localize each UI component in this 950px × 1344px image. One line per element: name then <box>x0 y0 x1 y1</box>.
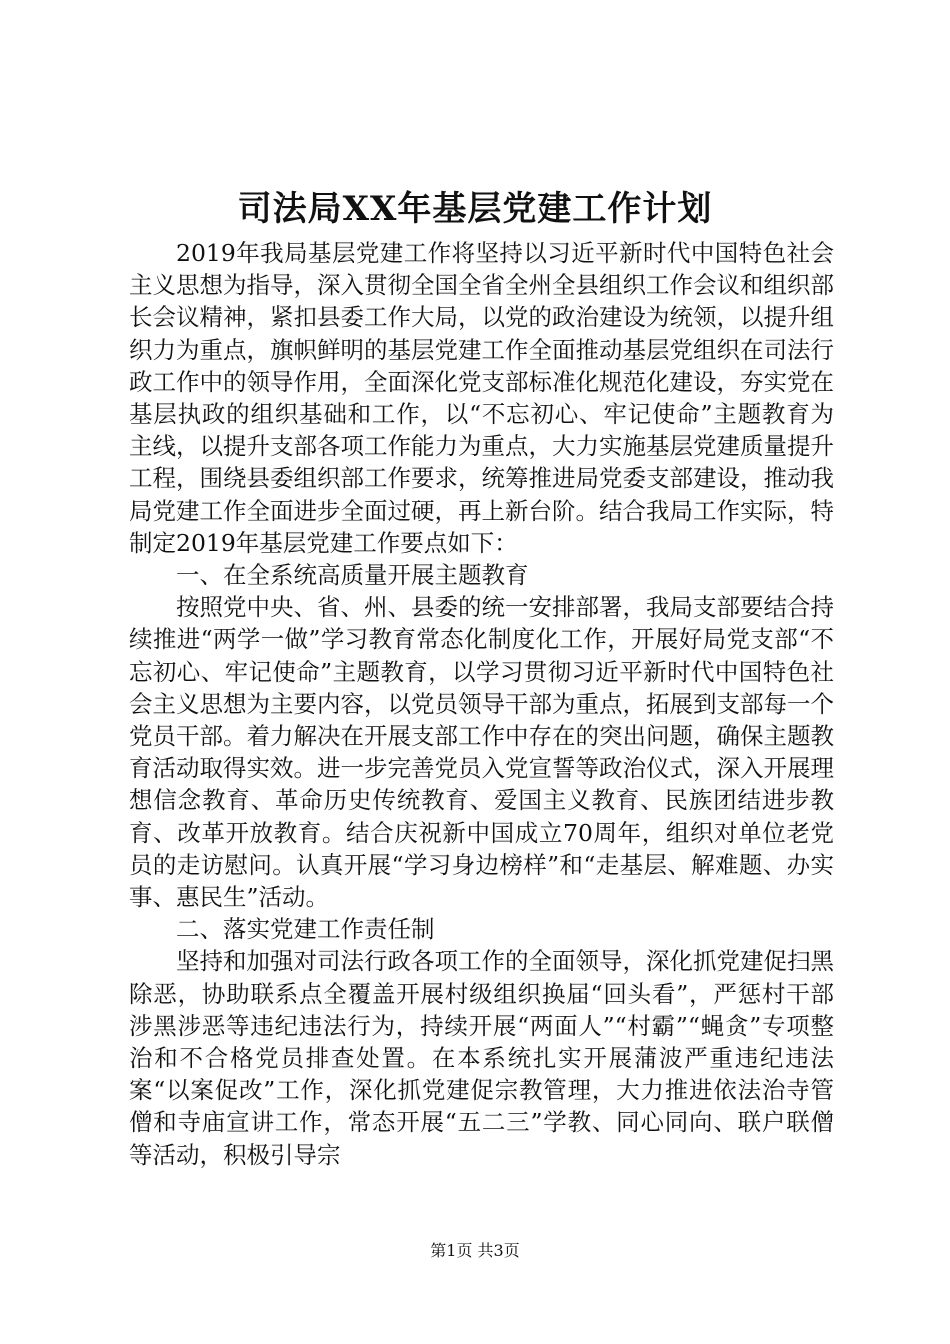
section-1-paragraph: 按照党中央、省、州、县委的统一安排部署，我局支部要结合持续推进“两学一做”学习教育常态化制度化工作，开展好局党支部“不忘初心、牢记使命”主题教育，以学习贯彻习近平新时代中国特色社会主义思想为主要内容，以党员领导干部为重点，拓展到支部每一个党员干部。着力解决在开展支部工作中存在的突出问题，确保主题教育活动取得实效。进一步完善党员入党宣誓等政治仪式，深入开展理想信念教育、革命历史传统教育、爱国主义教育、民族团结进步教育、改革开放教育。结合庆祝新中国成立70周年，组织对单位老党员的走访慰问。认真开展“学习身边榜样”和“走基层、解难题、办实事、惠民生”活动。 <box>129 593 834 912</box>
intro-paragraph: 2019年我局基层党建工作将坚持以习近平新时代中国特色社会主义思想为指导，深入贯彻全国全省全州全县组织工作会议和组织部长会议精神，紧扣县委工作大局，以党的政治建设为统领，以提升组织力为重点，旗帜鲜明的基层党建工作全面推动基层党组织在司法行政工作中的领导作用，全面深化党支部标准化规范化建设，夯实党在基层执政的组织基础和工作，以“不忘初心、牢记使命”主题教育为主线，以提升支部各项工作能力为重点，大力实施基层党建质量提升工程，围绕县委组织部工作要求，统筹推进局党委支部建设，推动我局党建工作全面进步全面过硬，再上新台阶。结合我局工作实际，特制定2019年基层党建工作要点如下： <box>129 239 834 557</box>
section-2-paragraph: 坚持和加强对司法行政各项工作的全面领导，深化抓党建促扫黑除恶，协助联系点全覆盖开展村级组织换届“回头看”，严惩村干部涉黑涉恶等违纪违法行为，持续开展“两面人”“村霸”“蝇贪”专项整治和不合格党员排查处置。在本系统扎实开展蒲波严重违纪违法案“以案促改”工作，深化抓党建促宗教管理，大力推进依法治寺管僧和寺庙宣讲工作，常态开展“五二三”学教、同心同向、联户联僧等活动，积极引导宗 <box>129 947 834 1169</box>
document-title: 司法局XX年基层党建工作计划 <box>237 189 713 229</box>
document-body <box>129 237 834 1171</box>
section-heading-1: 一、在全系统高质量开展主题教育 <box>176 561 529 590</box>
section-heading-2: 二、落实党建工作责任制 <box>176 915 435 944</box>
page-footer: 第1页 共3页 <box>430 1241 520 1260</box>
